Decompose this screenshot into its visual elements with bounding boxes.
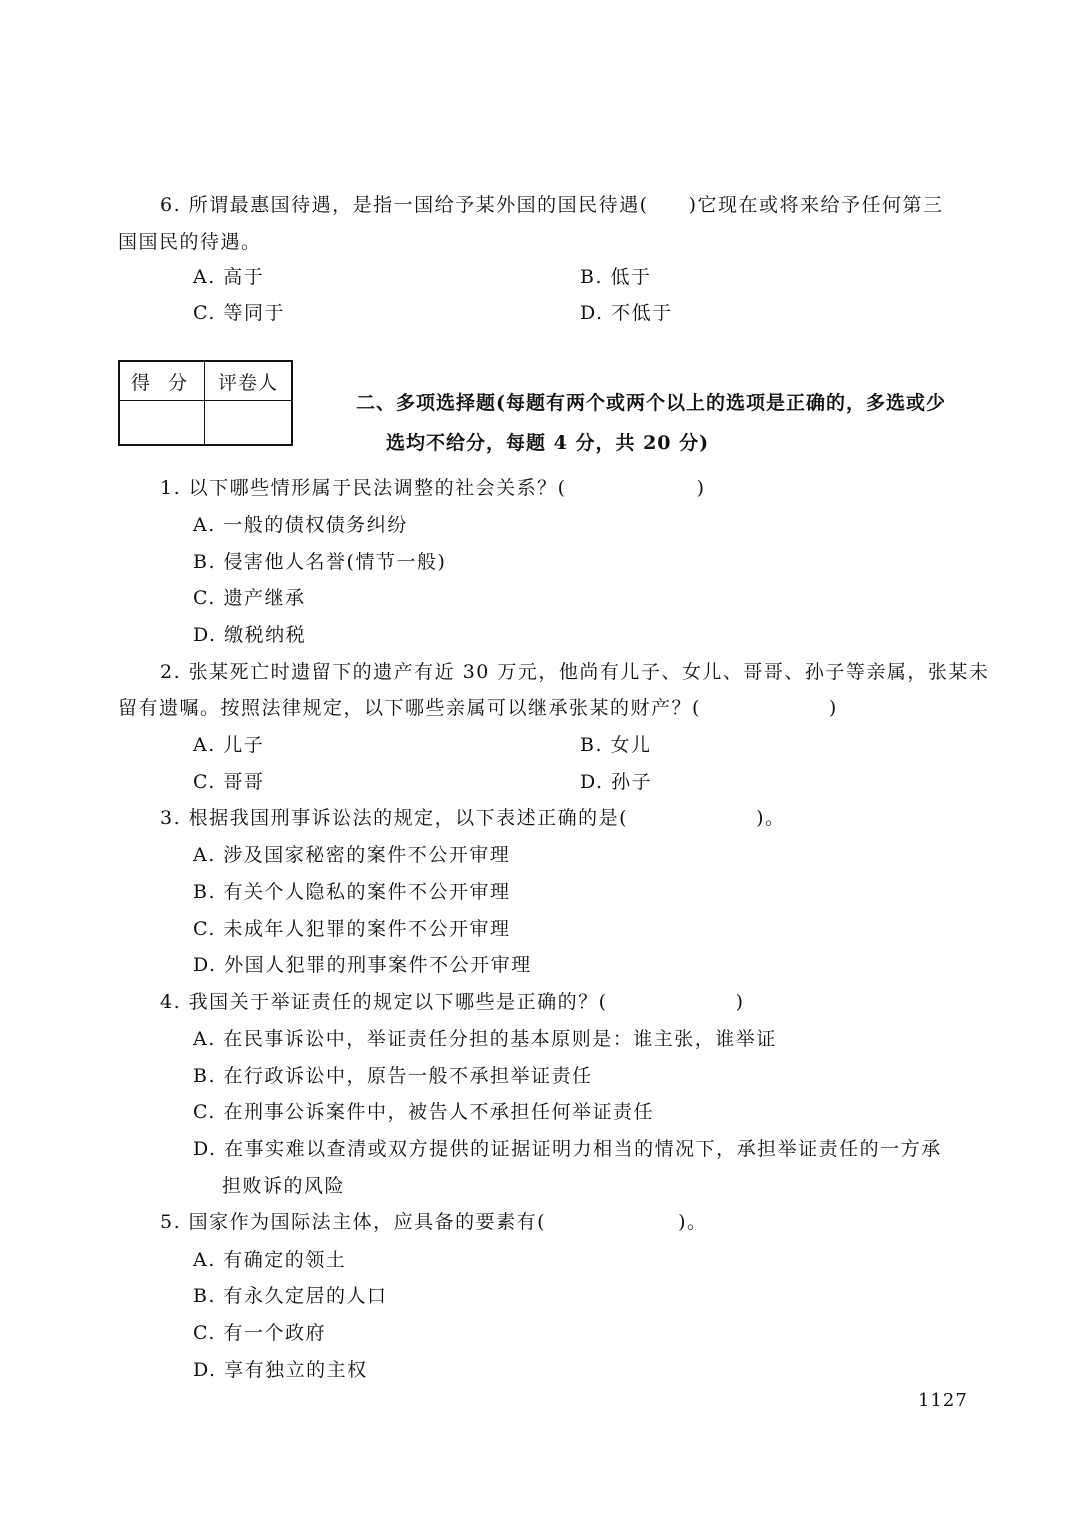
mq3-option-c: C. 未成年人犯罪的案件不公开审理 — [193, 918, 511, 940]
mq2-option-c: C. 哥哥 — [193, 771, 265, 793]
mq1-option-c: C. 遗产继承 — [193, 587, 306, 609]
mq5-option-d: D. 享有独立的主权 — [193, 1359, 368, 1381]
q6-option-c: C. 等同于 — [193, 302, 285, 324]
score-table — [118, 360, 293, 446]
q6-option-a: A. 高于 — [193, 266, 265, 288]
mq3-option-d: D. 外国人犯罪的刑事案件不公开审理 — [193, 954, 532, 976]
mq2-option-a: A. 儿子 — [193, 734, 265, 756]
grader-cell — [205, 401, 293, 446]
mq3-stem-end: )。 — [756, 807, 786, 829]
mq5-stem — [160, 1207, 708, 1237]
mq4-option-b: B. 在行政诉讼中，原告一般不承担举证责任 — [193, 1065, 593, 1087]
mq4-stem — [160, 987, 745, 1017]
mq3-stem — [160, 803, 786, 833]
q6-stem-text: 6. 所谓最惠国待遇，是指一国给予某外国的国民待遇( — [160, 194, 649, 216]
q6-option-b: B. 低于 — [580, 266, 652, 288]
q6-stem-line2: 国国民的待遇。 — [118, 231, 262, 253]
mq1-stem — [160, 473, 706, 503]
mq5-option-b: B. 有永久定居的人口 — [193, 1285, 388, 1307]
mq3-option-a: A. 涉及国家秘密的案件不公开审理 — [193, 844, 511, 866]
grader-header: 评卷人 — [205, 361, 293, 401]
mq4-option-d-continuation: 担败诉的风险 — [222, 1175, 346, 1197]
mq2-stem-text: 留有遗嘱。按照法律规定，以下哪些亲属可以继承张某的财产？( — [118, 697, 701, 719]
score-header: 得 分 — [119, 361, 205, 401]
mq4-option-c: C. 在刑事公诉案件中，被告人不承担任何举证责任 — [193, 1101, 654, 1123]
section2-heading-line1: 二、多项选择题(每题有两个或两个以上的选项是正确的，多选或少 — [356, 392, 946, 414]
mq2-option-b: B. 女儿 — [580, 734, 652, 756]
q6-stem-end: )它现在或将来给予任何第三 — [688, 194, 944, 216]
mq4-option-d: D. 在事实难以查清或双方提供的证据证明力相当的情况下，承担举证责任的一方承 — [193, 1138, 942, 1160]
q6-option-d: D. 不低于 — [580, 302, 673, 324]
mq2-stem-line1: 2. 张某死亡时遗留下的遗产有近 30 万元，他尚有儿子、女儿、哥哥、孙子等亲属，张某未 — [160, 661, 990, 683]
mq4-stem-text: 4. 我国关于举证责任的规定以下哪些是正确的？( — [160, 991, 608, 1013]
mq4-option-a: A. 在民事诉讼中，举证责任分担的基本原则是：谁主张，谁举证 — [193, 1028, 777, 1050]
mq5-option-c: C. 有一个政府 — [193, 1322, 326, 1344]
mq1-stem-end: ) — [696, 477, 706, 499]
mq2-option-d: D. 孙子 — [580, 771, 653, 793]
mq4-stem-end: ) — [735, 991, 745, 1013]
mq1-option-a: A. 一般的债权债务纠纷 — [193, 514, 408, 536]
mq1-option-b: B. 侵害他人名誉(情节一般) — [193, 551, 447, 573]
mq1-option-d: D. 缴税纳税 — [193, 624, 307, 646]
mq5-stem-end: )。 — [678, 1211, 708, 1233]
q6-stem-line1 — [160, 190, 944, 220]
section2-heading-line2: 选均不给分，每题 4 分，共 20 分) — [386, 432, 710, 454]
mq5-stem-text: 5. 国家作为国际法主体，应具备的要素有( — [160, 1211, 547, 1233]
mq2-stem-end: ) — [828, 697, 838, 719]
mq2-stem-line2 — [118, 693, 838, 723]
score-cell — [119, 401, 205, 446]
mq1-stem-text: 1. 以下哪些情形属于民法调整的社会关系？( — [160, 477, 567, 499]
mq3-stem-text: 3. 根据我国刑事诉讼法的规定，以下表述正确的是( — [160, 807, 629, 829]
page-number: 1127 — [918, 1390, 968, 1411]
mq3-option-b: B. 有关个人隐私的案件不公开审理 — [193, 881, 511, 903]
mq5-option-a: A. 有确定的领土 — [193, 1249, 347, 1271]
